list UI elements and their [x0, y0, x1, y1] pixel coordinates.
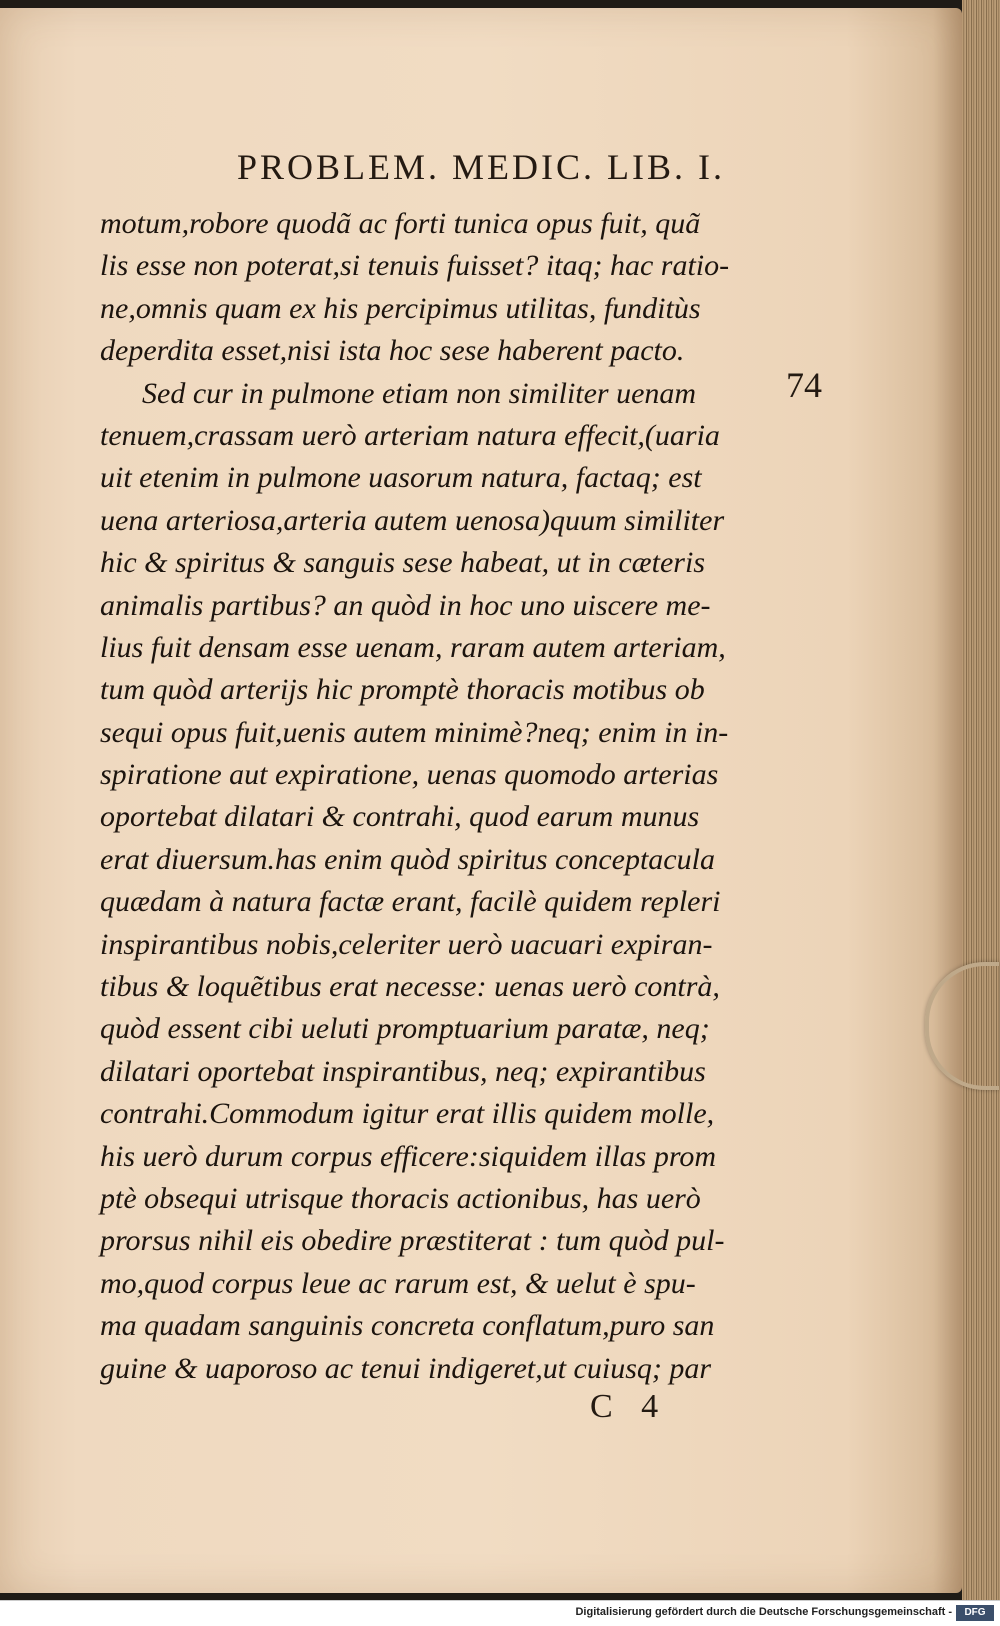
text-line: lis esse non poterat,si tenuis fuisset? itaq; hac ratio-	[100, 249, 730, 283]
text-line: Sed cur in pulmone etiam non similiter uenam	[142, 376, 697, 410]
text-line: spiratione aut expiratione, uenas quomodo arterias	[100, 758, 719, 792]
page-number: 74	[786, 365, 822, 405]
text-line: inspirantibus nobis,celeriter uerò uacuari expiran-	[100, 927, 713, 961]
text-line: tenuem,crassam uerò arteriam natura effecit,(uaria	[100, 418, 720, 452]
text-line: dilatari oportebat inspirantibus, neq; expirantibus	[100, 1054, 706, 1088]
text-line: prorsus nihil eis obedire præstiterat : tum quòd pul-	[100, 1224, 725, 1258]
text-line: uena arteriosa,arteria autem uenosa)quum similiter	[100, 503, 725, 537]
text-line: mo,quod corpus leue ac rarum est, & uelut è spu-	[100, 1266, 696, 1300]
text-line: tibus & loquẽtibus erat necesse: uenas uerò contrà,	[100, 970, 720, 1004]
text-line: quòd essent cibi ueluti promptuarium paratæ, neq;	[100, 1012, 710, 1046]
text-line: erat diuersum.has enim quòd spiritus conceptacula	[100, 842, 715, 876]
text-line: motum,robore quodã ac forti tunica opus fuit, quã	[100, 207, 701, 240]
text-line: contrahi.Commodum igitur erat illis quidem molle,	[100, 1097, 715, 1131]
text-line: ma quadam sanguinis concreta conflatum,puro san	[100, 1309, 715, 1343]
text-line: animalis partibus? an quòd in hoc uno uiscere me-	[100, 588, 711, 622]
text-line: uit etenim in pulmone uasorum natura, factaq; est	[100, 461, 702, 495]
text-line: ptè obsequi utrisque thoracis actionibus, has uerò	[100, 1181, 701, 1215]
text-line: lius fuit densam esse uenam, raram autem arteriam,	[100, 630, 726, 664]
page	[0, 8, 962, 1593]
running-title: PROBLEM. MEDIC. LIB. I.	[236, 147, 725, 187]
text-line: sequi opus fuit,uenis autem minimè?neq; enim in in-	[100, 715, 729, 749]
text-line: oportebat dilatari & contrahi, quod earum munus	[100, 800, 700, 834]
text-line: guine & uaporoso ac tenui indigeret,ut cuiusq; par	[100, 1351, 712, 1385]
footer-credit: Digitalisierung gefördert durch die Deutsche Forschungsgemeinschaft -	[575, 1606, 952, 1618]
text-line: hic & spiritus & sanguis sese habeat, ut in cæteris	[100, 546, 705, 580]
text-line: tum quòd arterijs hic promptè thoracis motibus ob	[100, 673, 705, 707]
page-edges	[962, 0, 1000, 1600]
text-line: his uerò durum corpus efficere:siquidem illas prom	[100, 1139, 717, 1173]
dfg-logo-icon: DFG	[956, 1605, 994, 1621]
text-line: deperdita esset,nisi ista hoc sese haberent pacto.	[100, 334, 685, 368]
text-line: ne,omnis quam ex his percipimus utilitas, funditùs	[100, 291, 701, 325]
text-line: quædam à natura factæ erant, facilè quidem repleri	[100, 885, 721, 919]
footer-bar	[0, 1600, 1000, 1626]
signature-mark: C 4	[590, 1388, 669, 1425]
body-text	[100, 203, 790, 1390]
